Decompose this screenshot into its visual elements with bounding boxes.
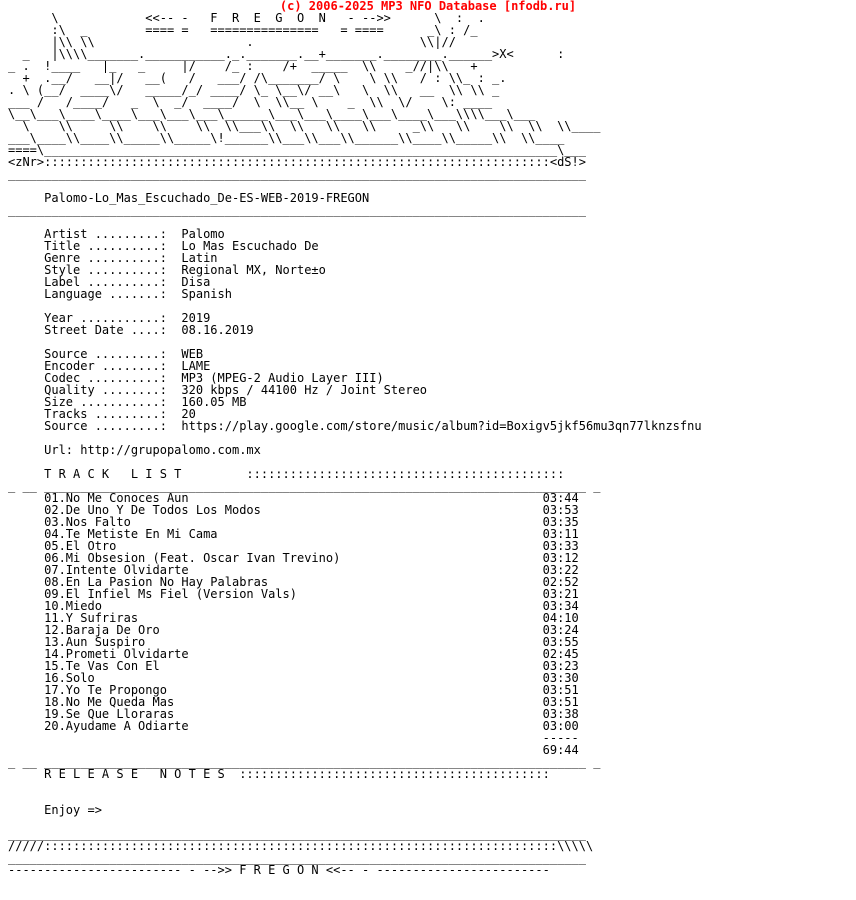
- nfo-text-body: \ <<-- - F R E G O N - -->> \ : . :\ _ ==== = =============== = ==== _\ : /_ |\\ \\ . \\|// _ |\\\\_______.___________._._______.__+_______.________.______>X< : _ . !____ |_ _ |/ /_ : /+ _____ \\ _//|\\ + + .__/ __|/ __( / ___/ /\_______/ \ \ \\ / : \\_ : _. . \ (__/ ____\/ _____/_/ ____/ \_ \__\/ __\ \ \\ __ \\ \\ _ ___ / /____/ _ \ _/ ____/ \ \\__ \ _ \\ \/ \: ____ \__\___\____\____\___\___\___\______\___\___\____\___\____\___\\\\___\___ \ \\ \\ \\ \\ \\___\\ \\ \\ \\ _\\ \\ \\ \\ \\____ ___\____\\____\\_____\\_____\!______\\___\\___\\______\\____\\_____\\ \\____ ====\_______________________________________________________________________\___ <zNr>::::::::::::::::::::::::::::::::::::::::::::::::::::::::::::::::::::::<dS!> ________________________________________________________________________________ Palomo-Lo_Mas_Escuchado_De-ES-WEB-2019-FREGON ________________________________________________________________________________ Artist .........: Palomo Title ..........: Lo Mas Escuchado De Genre ..........: Latin Style ..........: Regional MX, Norte±o Label ..........: Disa Language .......: Spanish Year ...........: 2019 Street Date ....: 08.16.2019 Source .........: WEB Encoder ........: LAME Codec ..........: MP3 (MPEG-2 Audio Layer III) Quality ........: 320 kbps / 44100 Hz / Joint Stereo Size ...........: 160.05 MB Tracks .........: 20 Source .........: https://play.google.com/store/music/album?id=Boxigv5jkf56mu3qn77lknzsfnu Url: http://grupopalomo.com.mx T R A C K L I S T :::::::::::::::::::::::::::::::::::::::::::: _ __ ___________________________________________________________________________ _ 01.No Me Conoces Aun 03:44 02.De Uno Y De Todos Los Modos 03:53 03.Nos Falto 03:35 04.Te Metiste En Mi Cama 03:11 05.El Otro 03:33 06.Mi Obsesion (Feat. Oscar Ivan Trevino) 03:12 07.Intente Olvidarte 03:22 08.En La Pasion No Hay Palabras 02:52 09.El Infiel Ms Fiel (Version Vals) 03:21 10.Miedo 03:34 11.Y Sufriras 04:10 12.Baraja De Oro 03:24 13.Aun Suspiro 03:55 14.Prometi Olvidarte 02:45 15.Te Vas Con El 03:23 16.Solo 03:30 17.Yo Te Propongo 03:51 18.No Me Queda Mas 03:51 19.Se Que Lloraras 03:38 20.Ayudame A Odiarte 03:00 ----- 69:44 _ __ ___________________________________________________________________________ _ R E L E A S E N O T E S ::::::::::::::::::::::::::::::::::::::::::: Enjoy => ________________________________________________________________________________ /////:::::::::::::::::::::::::::::::::::::::::::::::::::::::::::::::::::::::\\\\\ ________________________________________________________________________________ ------------------------ - -->> F R E G O N <<-- - ------------------------: [8, 12, 702, 876]
- nfodb-header-banner: (c) 2006-2025 MP3 NFO Database [nfodb.ru]: [279, 0, 577, 13]
